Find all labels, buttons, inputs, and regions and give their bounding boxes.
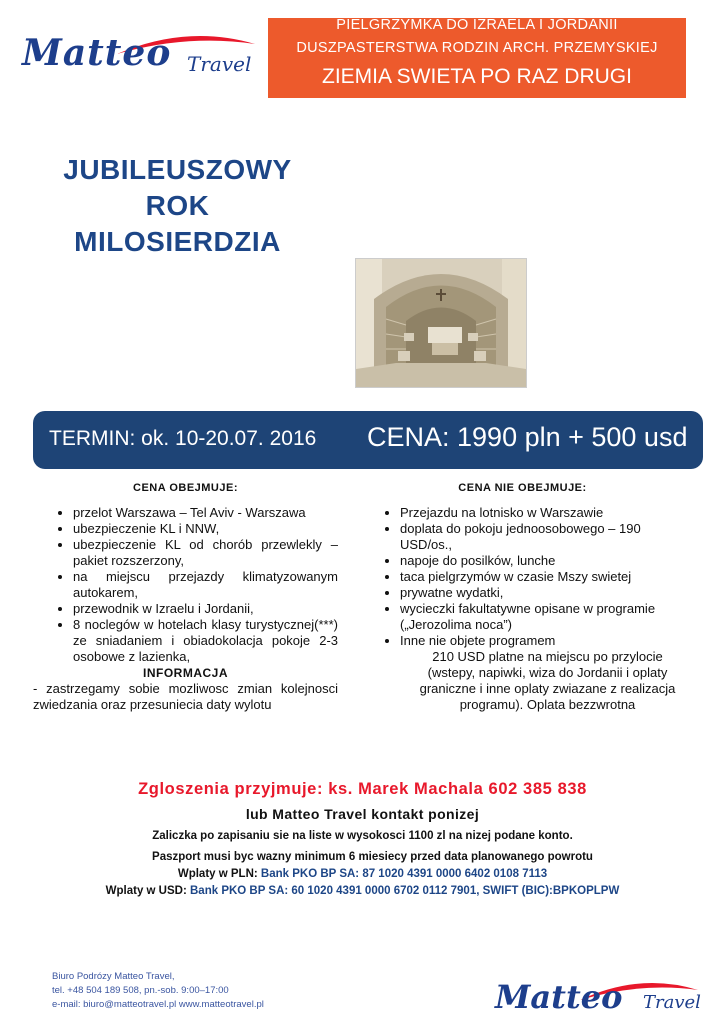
termin-text: TERMIN: ok. 10-20.07. 2016 — [49, 427, 317, 450]
excludes-column — [360, 480, 685, 713]
signup-line: Zgloszenia przyjmuje: ks. Marek Machala 602 385 838 — [138, 780, 587, 798]
excludes-note: 210 USD platne na miejscu po przylocie (wstepy, napiwki, wiza do Jordanii i oplaty graniczne i inne oplaty zwiazane z realizacja programu). Oplata bezzwrotna — [419, 649, 676, 712]
list-item: • taca pielgrzymów w czasie Mszy swietej — [400, 569, 685, 585]
pln-label: Wplaty w PLN: — [177, 868, 258, 880]
list-item: • doplata do pokoju jednoosobowego – 190 USD/os., — [400, 521, 685, 553]
usd-account: Bank PKO BP SA: 60 1020 4391 0000 6702 0112 7901, SWIFT (BIC):BPKOPLPW — [190, 885, 620, 897]
list-item: • 8 noclegów w hotelach klasy turystycznej(***) ze sniadaniem i obiadokolacja pokoje 2-3 osobowe z lazienka, — [73, 617, 338, 665]
usd-payment-line — [0, 885, 725, 897]
list-item: • napoje do posilków, lunche — [400, 553, 685, 569]
includes-column — [33, 480, 338, 713]
list-item: • wycieczki fakultatywne opisane w programie („Jerozolima noca”) — [400, 601, 685, 633]
footer-line-2: tel. +48 504 189 508, pn.-sob. 9:00–17:00 — [52, 985, 229, 996]
list-item: • ubezpieczenie KL od chorób przewlekly – pakiet rozszerzony, — [73, 537, 338, 569]
list-item: • Przejazdu na lotnisko w Warszawie — [400, 505, 685, 521]
excludes-heading: CENA NIE OBEJMUJE: — [458, 482, 587, 494]
pln-payment-line — [0, 868, 725, 880]
list-item: • na miejscu przejazdy klimatyzowanym autokarem, — [73, 569, 338, 601]
list-item: • ubezpieczenie KL i NNW, — [73, 521, 338, 537]
logo — [22, 30, 262, 90]
footer-line-3[interactable]: e-mail: biuro@matteotravel.pl www.matteotravel.pl — [52, 999, 264, 1010]
footer-line-1: Biuro Podrózy Matteo Travel, — [52, 971, 175, 982]
includes-heading: CENA OBEJMUJE: — [133, 482, 238, 494]
title-line-1: JUBILEUSZOWY ROK — [63, 154, 292, 221]
list-item: • Inne nie objete programem — [400, 633, 685, 649]
header-line-3: ZIEMIA SWIETA PO RAZ DRUGI — [322, 65, 632, 88]
header-box — [268, 18, 686, 98]
pln-account: Bank PKO BP SA: 87 1020 4391 0000 6402 0108 7113 — [260, 868, 548, 880]
info-heading: INFORMACJA — [143, 666, 228, 680]
logo-sub: Travel — [187, 52, 252, 76]
footer-logo — [495, 978, 705, 1024]
passport-line: Paszport musi byc wazny minimum 6 miesiecy przed data planowanego powrotu — [152, 851, 593, 863]
footer-logo-sub: Travel — [643, 992, 701, 1013]
deposit-line: Zaliczka po zapisaniu sie na liste w wysokosci 1100 zl na nizej podane konto. — [152, 830, 573, 842]
header-line-2: DUSZPASTERSTWA RODZIN ARCH. PRZEMYSKIEJ — [296, 40, 658, 56]
header-line-1: PIELGRZYMKA DO IZRAELA I JORDANII — [336, 17, 618, 33]
list-item: • przelot Warszawa – Tel Aviv - Warszawa — [73, 505, 338, 521]
price-text: CENA: 1990 pln + 500 usd — [367, 422, 688, 452]
list-item: • prywatne wydatki, — [400, 585, 685, 601]
excludes-list — [360, 505, 685, 649]
contact-line: lub Matteo Travel kontakt ponizej — [245, 806, 480, 822]
page-title — [30, 152, 325, 260]
title-line-2: MILOSIERDZIA — [74, 226, 281, 257]
usd-label: Wplaty w USD: — [105, 885, 187, 897]
date-price-banner — [33, 411, 703, 469]
chapel-photo — [355, 258, 527, 388]
includes-list — [33, 505, 338, 665]
logo-brand: Matteo — [22, 32, 172, 74]
footer-contact — [52, 970, 264, 1012]
info-text: - zastrzegamy sobie mozliwosc zmian kolejnosci zwiedzania oraz przesuniecia daty wylotu — [33, 681, 338, 712]
list-item: • przewodnik w Izraelu i Jordanii, — [73, 601, 338, 617]
footer-logo-brand: Matteo — [495, 978, 623, 1016]
